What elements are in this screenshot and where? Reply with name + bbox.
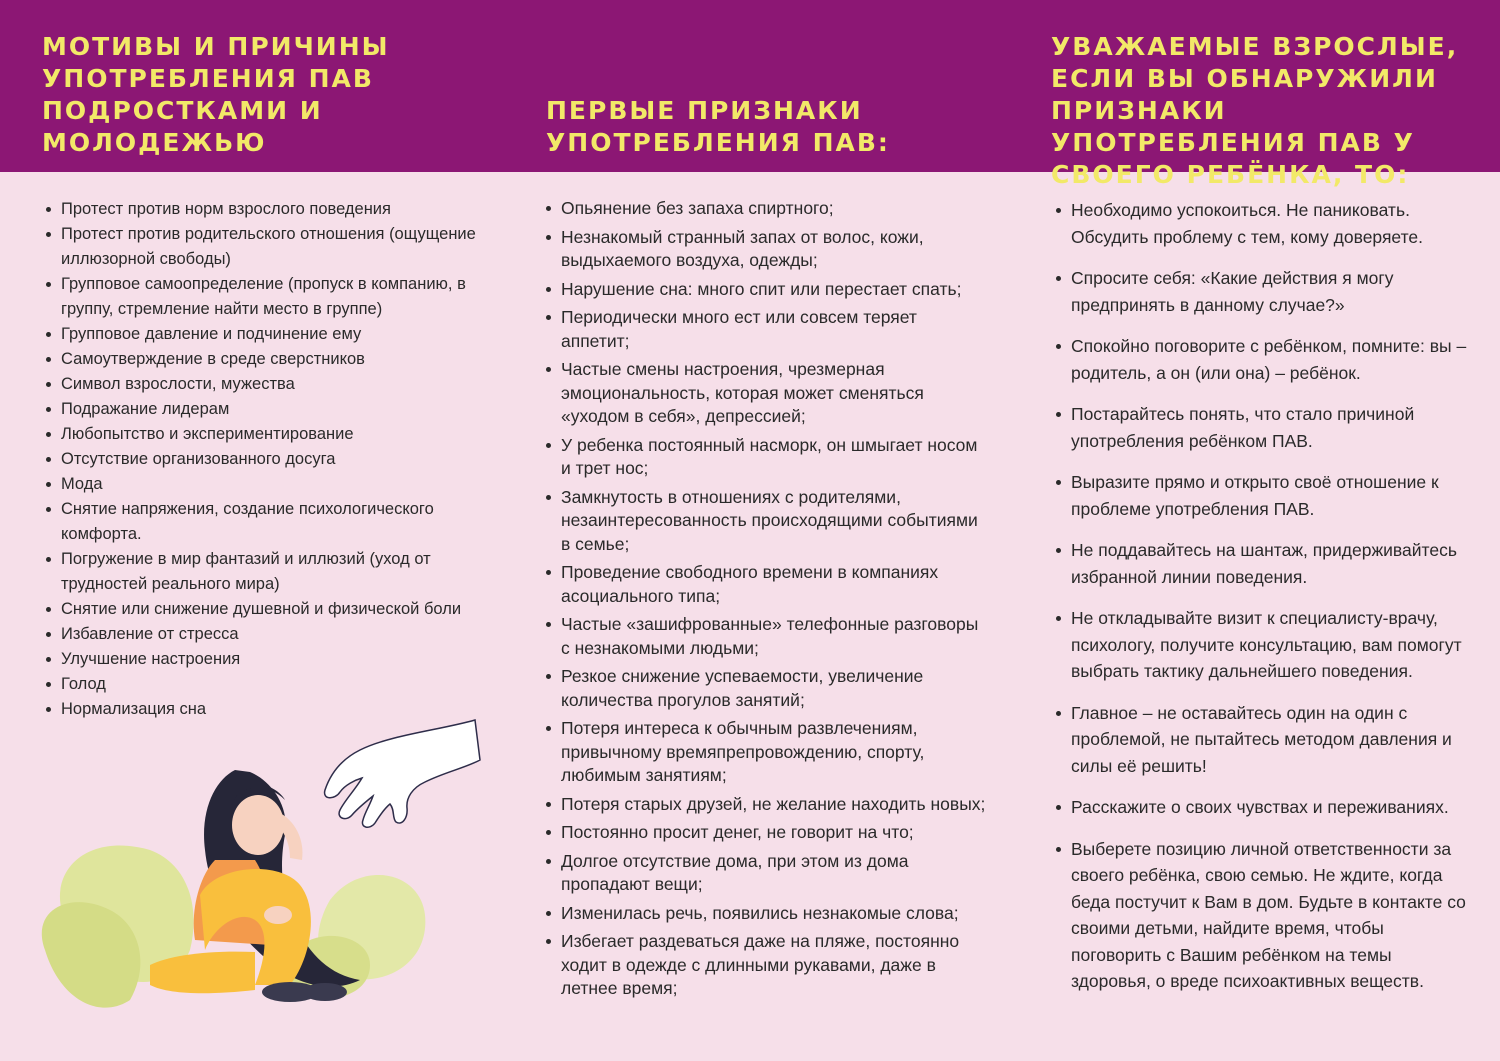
- list-item: Главное – не оставайтесь один на один с проблемой, не пытайтесь методом давления и силы её решить!: [1056, 700, 1471, 780]
- list-item: Частые смены настроения, чрезмерная эмоциональность, которая может сменяться «уходом в себя», депрессией;: [546, 358, 986, 429]
- list-item: Периодически много ест или совсем теряет аппетит;: [546, 306, 986, 353]
- advice-list: [1056, 197, 1471, 1010]
- list-item: Нормализация сна: [46, 697, 476, 722]
- list-item: Потеря старых друзей, не желание находить новых;: [546, 793, 986, 817]
- list-item: Избегает раздеваться даже на пляже, постоянно ходит в одежде с длинными рукавами, даже в летнее время;: [546, 930, 986, 1001]
- shoe-shape: [303, 983, 347, 1001]
- list-item: Спросите себя: «Какие действия я могу предпринять в данному случае?»: [1056, 265, 1471, 318]
- list-item: Проведение свободного времени в компаниях асоциального типа;: [546, 561, 986, 608]
- list-item: Частые «зашифрованные» телефонные разговоры с незнакомыми людьми;: [546, 613, 986, 660]
- hand-shape: [264, 906, 292, 924]
- list-item: Постоянно просит денег, не говорит на что;: [546, 821, 986, 845]
- list-item: Групповое давление и подчинение ему: [46, 322, 476, 347]
- list-item: Замкнутость в отношениях с родителями, незаинтересованность происходящими событиями в семье;: [546, 486, 986, 557]
- list-item: Постарайтесь понять, что стало причиной употребления ребёнком ПАВ.: [1056, 401, 1471, 454]
- list-item: Незнакомый странный запах от волос, кожи, выдыхаемого воздуха, одежды;: [546, 226, 986, 273]
- list-item: У ребенка постоянный насморк, он шмыгает носом и трет нос;: [546, 434, 986, 481]
- helping-hand-shape: [325, 720, 480, 827]
- list-item: Опьянение без запаха спиртного;: [546, 197, 986, 221]
- list-item: Долгое отсутствие дома, при этом из дома пропадают вещи;: [546, 850, 986, 897]
- list-item: Не откладывайте визит к специалисту-врачу, психологу, получите консультацию, вам помогут выбрать тактику дальнейшего поведения.: [1056, 605, 1471, 685]
- list-item: Нарушение сна: много спит или перестает спать;: [546, 278, 986, 302]
- list-item: Мода: [46, 472, 476, 497]
- list-item: Символ взрослости, мужества: [46, 372, 476, 397]
- list-item: Самоутверждение в среде сверстников: [46, 347, 476, 372]
- list-item: Изменилась речь, появились незнакомые слова;: [546, 902, 986, 926]
- column-2-title: ПЕРВЫЕ ПРИЗНАКИ УПОТРЕБЛЕНИЯ ПАВ:: [546, 96, 890, 157]
- list-item: Снятие напряжения, создание психологического комфорта.: [46, 497, 476, 547]
- list-item: Любопытство и экспериментирование: [46, 422, 476, 447]
- list-item: Выберете позицию личной ответственности за своего ребёнка, свою семью. Не ждите, когда беда постучит к Вам в дом. Будьте в контакте со своими детьми, найдите время, чтобы поговорить с Вашим ребёнком на темы здоровья, о вреде психоактивных веществ.: [1056, 836, 1471, 995]
- list-item: Улучшение настроения: [46, 647, 476, 672]
- sad-girl-helping-hand-illustration: [40, 700, 500, 1020]
- list-item: Резкое снижение успеваемости, увеличение количества прогулов занятий;: [546, 665, 986, 712]
- list-item: Снятие или снижение душевной и физической боли: [46, 597, 476, 622]
- list-item: Выразите прямо и открыто своё отношение к проблеме употребления ПАВ.: [1056, 469, 1471, 522]
- list-item: Потеря интереса к обычным развлечениям, привычному времяпрепровождению, спорту, любимым занятиям;: [546, 717, 986, 788]
- list-item: Избавление от стресса: [46, 622, 476, 647]
- list-item: Необходимо успокоиться. Не паниковать. Обсудить проблему с тем, кому доверяете.: [1056, 197, 1471, 250]
- list-item: Отсутствие организованного досуга: [46, 447, 476, 472]
- list-item: Не поддавайтесь на шантаж, придерживайтесь избранной линии поведения.: [1056, 537, 1471, 590]
- list-item: Протест против родительского отношения (ощущение иллюзорной свободы): [46, 222, 476, 272]
- list-item: Спокойно поговорите с ребёнком, помните: вы – родитель, а он (или она) – ребёнок.: [1056, 333, 1471, 386]
- list-item: Протест против норм взрослого поведения: [46, 197, 476, 222]
- head-shape: [232, 795, 284, 855]
- list-item: Расскажите о своих чувствах и переживаниях.: [1056, 794, 1471, 821]
- list-item: Групповое самоопределение (пропуск в компанию, в группу, стремление найти место в группе): [46, 272, 476, 322]
- list-item: Подражание лидерам: [46, 397, 476, 422]
- list-item: Погружение в мир фантазий и иллюзий (уход от трудностей реального мира): [46, 547, 476, 597]
- motives-list: [46, 197, 476, 722]
- column-1-title: МОТИВЫ И ПРИЧИНЫ УПОТРЕБЛЕНИЯ ПАВ ПОДРОСТКАМИ И МОЛОДЕЖЬЮ: [42, 32, 390, 157]
- signs-list: [546, 197, 986, 1006]
- column-3-title: УВАЖАЕМЫЕ ВЗРОСЛЫЕ, ЕСЛИ ВЫ ОБНАРУЖИЛИ ПРИЗНАКИ УПОТРЕБЛЕНИЯ ПАВ У СВОЕГО РЕБЁНКА, ТО:: [1051, 32, 1459, 189]
- list-item: Голод: [46, 672, 476, 697]
